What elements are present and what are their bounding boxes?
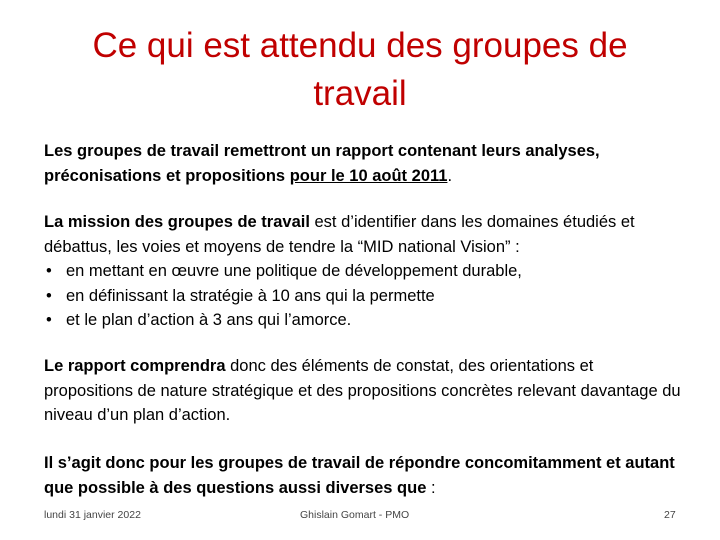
slide-title [60,22,660,118]
report-text: donc des éléments de constat, des orientations et propositions de nature stratégique et des propositions concrètes relevant davantage du niveau d’un plan d’action. [44,357,681,424]
bullet-item [44,284,684,309]
paragraph-mission [44,210,684,333]
paragraph-deadline [44,139,684,188]
mission-text: est d’identifier dans les domaines étudiés et débattus, les voies et moyens de tendre la “MID national Vision” : [44,213,635,256]
slide-title-line-2: travail [313,74,407,113]
mission-lead: La mission des groupes de travail [44,213,310,231]
bullet-icon: • [46,311,52,329]
bullet-text: en mettant en œuvre une politique de développement durable, [66,262,522,280]
bullet-item [44,308,684,333]
bullet-icon: • [46,286,52,305]
deadline-date: pour le 10 août 2011 [289,166,448,185]
footer-page-number: 27 [664,509,676,521]
questions-end: : [426,478,436,497]
bullet-text: en définissant la stratégie à 10 ans qui la permette [66,286,435,305]
slide-title-line-1: Ce qui est attendu des groupes de [92,26,628,65]
paragraph-report [44,354,684,428]
footer-date: lundi 31 janvier 2022 [44,509,141,521]
report-lead: Le rapport comprendra [44,357,226,375]
mission-bullet-list [44,259,684,333]
paragraph-deadline-text: Les groupes de travail remettront un rapport contenant leurs analyses, préconisations et propositions [44,142,600,185]
bullet-icon: • [46,262,52,280]
questions-text: Il s’agit donc pour les groupes de travail de répondre concomitamment et autant que possible à des questions aussi diverses que [44,454,675,497]
paragraph-deadline-end: . [447,166,453,185]
bullet-text: et le plan d’action à 3 ans qui l’amorce. [66,311,352,329]
paragraph-questions [44,451,684,500]
bullet-item [44,259,684,284]
footer-author: Ghislain Gomart - PMO [300,509,410,521]
